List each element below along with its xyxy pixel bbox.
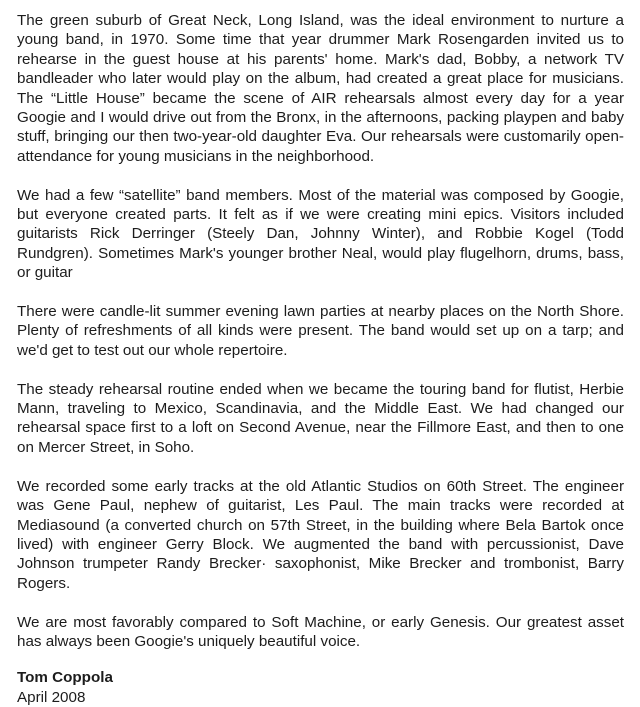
paragraph-satellite-members: We had a few “satellite” band members. Most of the material was composed by Googie, but everyone created parts. It felt as if we were creating mini epics. Visitors included guitarists Rick Derringer (Steely Dan, Johnny Winter), and Robbie Kogel (Todd Rundgren). Sometimes Mark's younger brother Neal, would play flugelhorn, drums, bass, or guitar [17, 186, 624, 282]
paragraph-comparison: We are most favorably compared to Soft Machine, or early Genesis. Our greatest asset has always been Googie's uniquely beautiful voice. [17, 613, 624, 650]
paragraph-great-neck: The green suburb of Great Neck, Long Island, was the ideal environment to nurture a young band, in 1970. Some time that year drummer Mark Rosengarden invited us to rehearse in the guest house at his parents' home. Mark's dad, Bobby, a network TV bandleader who later would play on the album, had created a great place for musicians. The “Little House” became the scene of AIR rehearsals almost every day for a year Googie and I would drive out from the Bronx, in the afternoons, packing playpen and baby stuff, bringing our then two-year-old daughter Eva. Our rehearsals were customarily open-attendance for young musicians in the neighborhood. [17, 12, 624, 165]
signature-date: April 2008 [17, 688, 86, 706]
paragraph-lawn-parties: There were candle-lit summer evening lawn parties at nearby places on the North Shore. Plenty of refreshments of all kinds were present. The band would set up on a tarp; and we'd get to test out our whole repertoire. [17, 303, 624, 359]
paragraph-touring-band: The steady rehearsal routine ended when we became the touring band for flutist, Herbie Mann, traveling to Mexico, Scandinavia, and the Middle East. We had changed our rehearsal space first to a loft on Second Avenue, near the Fillmore East, and then to one on Mercer Street, in Soho. [17, 380, 624, 456]
author-name: Tom Coppola [17, 669, 113, 687]
paragraph-recording: We recorded some early tracks at the old Atlantic Studios on 60th Street. The engineer was Gene Paul, nephew of guitarist, Les Paul. The main tracks were recorded at Mediasound (a converted church on 57th Street, in the building where Bela Bartok once lived) with engineer Gerry Block. We augmented the band with percussionist, Dave Johnson trumpeter Randy Brecker· saxophonist, Mike Brecker and trombonist, Barry Rogers. [17, 477, 624, 592]
